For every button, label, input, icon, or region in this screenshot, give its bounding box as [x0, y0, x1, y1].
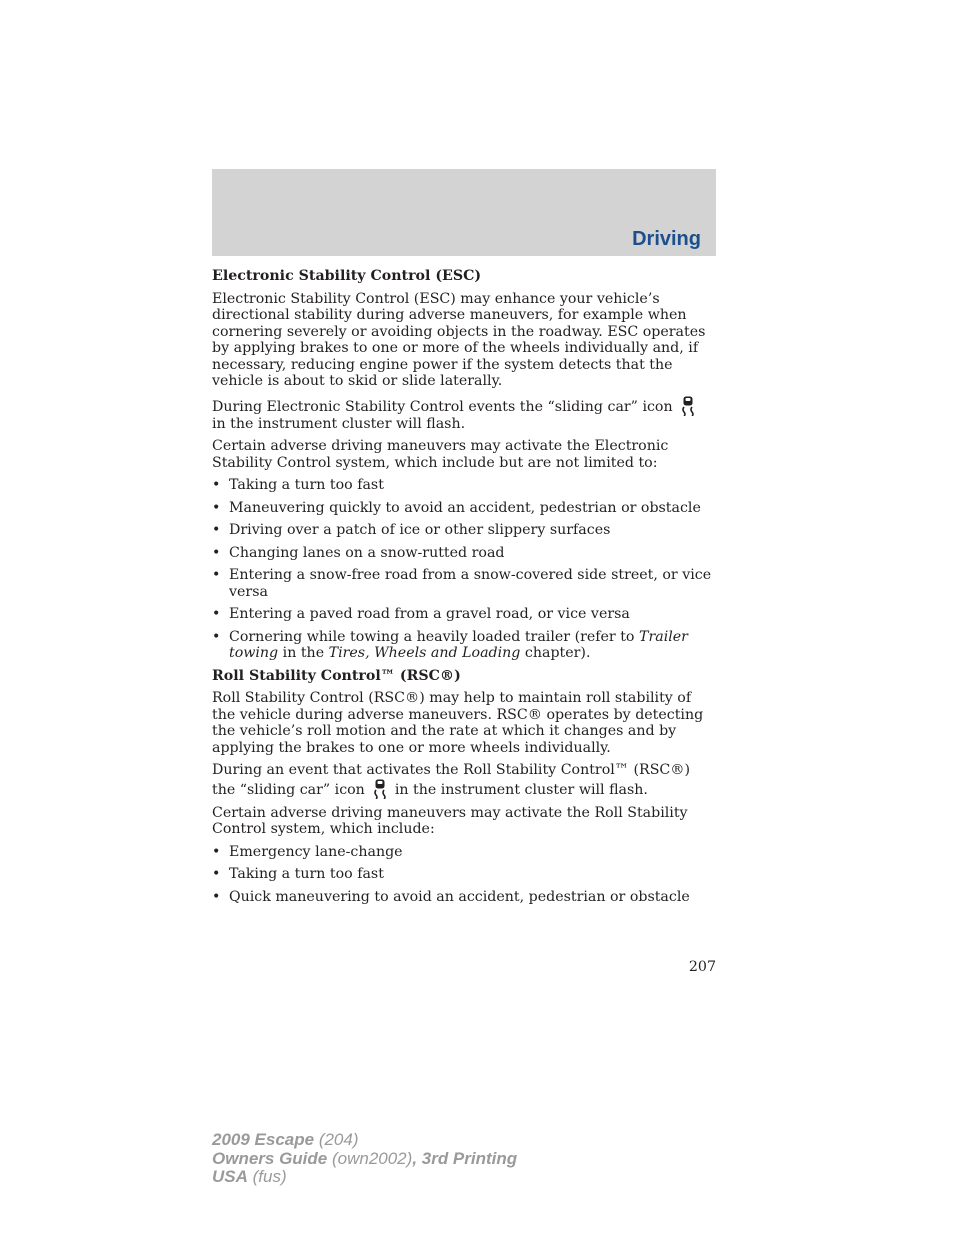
- esc-maneuver-list: [212, 477, 716, 662]
- footer-line-3: [212, 1168, 517, 1187]
- footer-guide: Owners Guide: [212, 1148, 328, 1168]
- page-number: 207: [688, 959, 716, 975]
- cross-reference-trailer-towing: Trailer towing: [229, 628, 688, 661]
- rsc-paragraph-2-before: During an event that activates the Roll Stability Control™ (RSC®) the “sliding car” icon: [212, 762, 690, 798]
- list-item: • Entering a snow-free road from a snow-covered side street, or vice versa: [212, 567, 716, 600]
- footer-model: 2009 Escape: [212, 1130, 315, 1149]
- rsc-paragraph-2-after: in the instrument cluster will flash.: [394, 781, 648, 798]
- esc-paragraph-2-after: in the instrument cluster will flash.: [212, 415, 466, 432]
- list-item: • Taking a turn too fast: [212, 866, 716, 883]
- footer-line-1: [212, 1131, 517, 1150]
- esc-paragraph-2-before: During Electronic Stability Control events the “sliding car” icon: [212, 398, 673, 415]
- list-item: • Taking a turn too fast: [212, 477, 716, 494]
- footer-guide-code: (own2002): [327, 1148, 413, 1168]
- rsc-paragraph-1: Roll Stability Control (RSC®) may help to maintain roll stability of the vehicle during adverse maneuvers. RSC® operates by detecting the vehicle’s roll motion and the rate at which it changes and by applying the brakes to one or more wheels individually.: [212, 690, 704, 756]
- list-item-text: in the: [278, 645, 329, 661]
- list-item: [212, 629, 716, 662]
- section-title: Driving: [632, 228, 701, 250]
- list-item: • Entering a paved road from a gravel road, or vice versa: [212, 606, 716, 623]
- list-item-text: Cornering while towing a heavily loaded trailer (refer to: [229, 628, 639, 645]
- list-item: • Maneuvering quickly to avoid an accident, pedestrian or obstacle: [212, 500, 716, 517]
- footer-line-2: [212, 1150, 517, 1169]
- footer-market: USA: [212, 1167, 248, 1186]
- list-item: • Emergency lane-change: [212, 844, 716, 861]
- cross-reference-chapter: Tires, Wheels and Loading: [328, 645, 521, 661]
- footer-market-code: (fus): [247, 1167, 287, 1186]
- esc-paragraph-3: Certain adverse driving maneuvers may activate the Electronic Stability Control system, which include but are not limited to:: [212, 438, 669, 471]
- footer-printing: , 3rd Printing: [412, 1148, 518, 1168]
- document-footer: [212, 1131, 517, 1187]
- esc-paragraph-1: Electronic Stability Control (ESC) may enhance your vehicle’s directional stability during adverse maneuvers, for example when cornering severely or avoiding objects in the roadway. ESC operates by applying brakes to one or more of the wheels individually and, if necessary, reducing engine power if the system detects that the vehicle is about to skid or slide laterally.: [212, 290, 706, 389]
- list-item-text: chapter).: [520, 645, 591, 661]
- sliding-car-icon: [371, 779, 389, 799]
- list-item: • Quick maneuvering to avoid an accident, pedestrian or obstacle: [212, 889, 716, 906]
- sliding-car-icon: [679, 396, 697, 416]
- esc-heading: Electronic Stability Control (ESC): [212, 268, 482, 284]
- esc-paragraph-2: [212, 396, 716, 433]
- rsc-heading: Roll Stability Control™ (RSC®): [212, 667, 461, 684]
- footer-model-code: (204): [314, 1130, 359, 1149]
- rsc-paragraph-2: [212, 762, 716, 799]
- rsc-paragraph-3: Certain adverse driving maneuvers may activate the Roll Stability Control system, which include:: [212, 804, 688, 837]
- section-header-band: [212, 169, 716, 256]
- list-item: • Changing lanes on a snow-rutted road: [212, 545, 716, 562]
- rsc-maneuver-list: [212, 844, 716, 906]
- page-content: [212, 266, 716, 911]
- list-item: • Driving over a patch of ice or other slippery surfaces: [212, 522, 716, 539]
